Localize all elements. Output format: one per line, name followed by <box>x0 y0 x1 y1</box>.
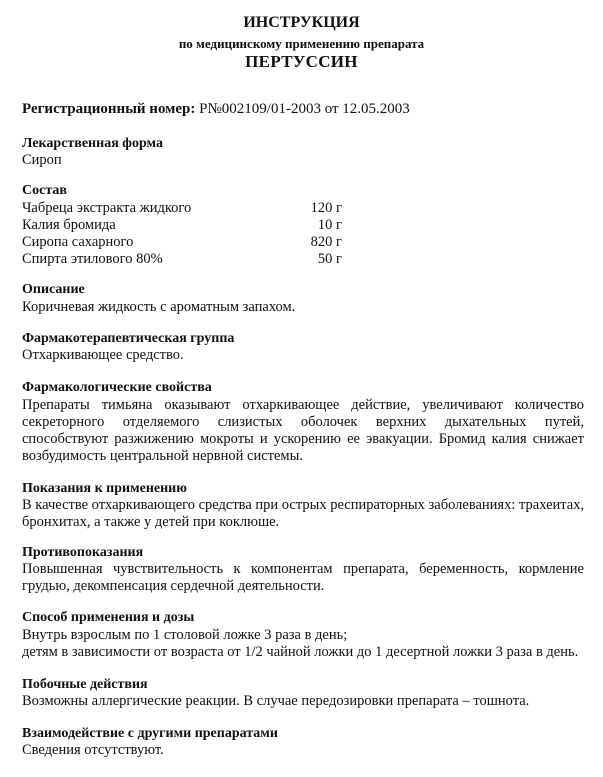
composition-item-name: Спирта этилового 80% <box>22 251 163 267</box>
pharm-props-line: Препараты тимьяна оказывают отхаркивающее действие, увеличивают количество <box>22 397 584 413</box>
composition-item-name: Калия бромида <box>22 217 116 233</box>
document-subtitle: по медицинскому применению препарата <box>178 36 425 51</box>
contraindications-text <box>22 561 584 595</box>
pharm-props-text <box>22 397 584 465</box>
dosage-line: детям в зависимости от возраста от 1/2 чайной ложки до 1 десертной ложки 3 раза в день. <box>22 644 579 660</box>
description-text: Коричневая жидкость с ароматным запахом. <box>22 299 296 315</box>
registration-label: Регистрационный номер: <box>22 101 196 117</box>
pharm-group-text: Отхаркивающее средство. <box>22 347 184 363</box>
document-title: ИНСТРУКЦИЯ <box>243 14 360 31</box>
registration-value: Р№002109/01-2003 от 12.05.2003 <box>199 101 410 117</box>
indications-line: В качестве отхаркивающего средства при острых респираторных заболеваниях: трахеитах, <box>22 497 585 513</box>
composition-item-name: Сиропа сахарного <box>22 234 134 250</box>
composition-item-name: Чабреца экстракта жидкого <box>22 200 192 216</box>
contraindications-heading: Противопоказания <box>22 545 144 560</box>
indications-heading: Показания к применению <box>22 481 187 496</box>
composition-item-amount: 120 г <box>310 200 342 216</box>
composition-item-amount: 820 г <box>310 234 342 250</box>
pharm-group-heading: Фармакотерапевтическая группа <box>22 331 235 346</box>
description-heading: Описание <box>22 282 85 297</box>
side-effects-text: Возможны аллергические реакции. В случае передозировки препарата – тошнота. <box>22 693 530 709</box>
interactions-heading: Взаимодействие с другими препаратами <box>22 726 278 741</box>
composition-item-amount: 50 г <box>317 251 342 267</box>
composition-heading: Состав <box>22 183 67 198</box>
pharm-props-line: секреторного отделяемого слизистых оболочек верхних дыхательных путей, <box>22 414 584 430</box>
contraindications-line: грудью, декомпенсация сердечной деятельности. <box>22 578 325 594</box>
pharm-props-line: способствуют разжижению мокроты и ускорению ее эвакуации. Бромид калия снижает <box>22 431 584 447</box>
registration-line <box>22 101 410 118</box>
dosage-heading: Способ применения и дозы <box>22 610 195 625</box>
pharm-props-heading: Фармакологические свойства <box>22 380 212 395</box>
drug-name: ПЕРТУССИН <box>245 52 358 71</box>
contraindications-line: Повышенная чувствительность к компонентам препарата, беременность, кормление <box>22 561 584 577</box>
dosage-line: Внутрь взрослым по 1 столовой ложке 3 раза в день; <box>22 627 348 643</box>
indications-text <box>22 497 584 531</box>
indications-line: бронхитах, а также у детей при коклюше. <box>22 514 280 530</box>
form-heading: Лекарственная форма <box>22 136 163 151</box>
side-effects-heading: Побочные действия <box>22 677 148 692</box>
form-text: Сироп <box>22 152 62 168</box>
pharm-props-line: возбудимость центральной нервной системы. <box>22 448 303 464</box>
composition-item-amount: 10 г <box>317 217 342 233</box>
interactions-text: Сведения отсутствуют. <box>22 742 164 758</box>
